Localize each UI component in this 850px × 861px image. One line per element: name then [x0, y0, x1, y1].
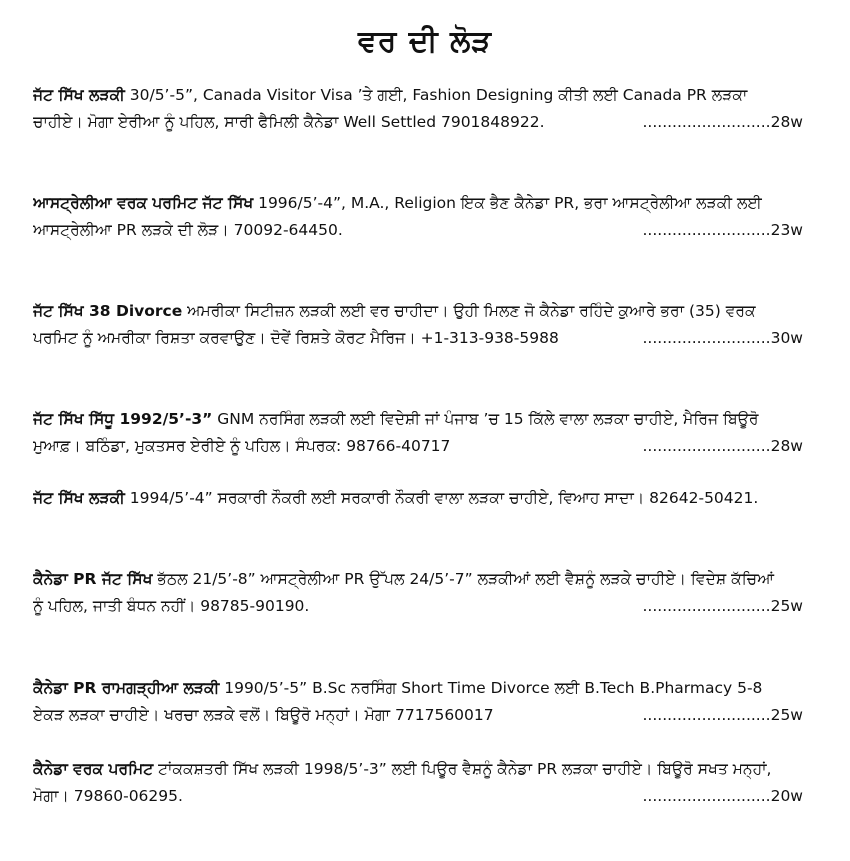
classified-ad — [33, 566, 803, 620]
ad-text: ਮੁਆਫ਼। ਬਠਿੰਡਾ, ਮੁਕਤਸਰ ਏਰੀਏ ਨੂੰ ਪਹਿਲ। ਸੰਪਰਕ: 98766-40717 — [33, 437, 451, 455]
ad-line-1 — [33, 190, 803, 217]
ad-code: ..........................25w — [638, 593, 803, 620]
ad-text: 1994/5’-4” ਸਰਕਾਰੀ ਨੌਕਰੀ ਲਈ ਸਰਕਾਰੀ ਨੌਕਰੀ ਵਾਲਾ ਲੜਕਾ ਚਾਹੀਏ, ਵਿਆਹ ਸਾਦਾ। 82642-50421. — [124, 489, 759, 507]
ad-text: 1996/5’-4”, M.A., Religion ਇਕ ਭੈਣ ਕੈਨੇਡਾ PR, ਭਰਾ ਆਸਟ੍ਰੇਲੀਆ ਲੜਕੀ ਲਈ — [253, 194, 762, 212]
ad-text: ਪਰਮਿਟ ਨੂੰ ਅਮਰੀਕਾ ਰਿਸ਼ਤਾ ਕਰਵਾਉਣ। ਦੋਵੇਂ ਰਿਸ਼ਤੇ ਕੋਰਟ ਮੈਰਿਜ। +1-313-938-5988 — [33, 329, 559, 347]
ad-code: ..........................25w — [638, 702, 803, 729]
ad-line-2 — [33, 325, 803, 352]
ad-line-2 — [33, 433, 803, 460]
ad-lead: ਕੈਨੇਡਾ PR ਰਾਮਗੜ੍ਹੀਆ ਲੜਕੀ — [33, 679, 220, 697]
ad-line-2 — [33, 217, 803, 244]
ad-text: ਮੋਗਾ। 79860-06295. — [33, 787, 183, 805]
ad-lead: ਜੱਟ ਸਿੱਖ ਸਿੱਧੂ 1992/5’-3” — [33, 410, 213, 428]
ad-text: 30/5’-5”, Canada Visitor Visa ’ਤੇ ਗਈ, Fashion Designing ਕੀਤੀ ਲਈ Canada PR ਲੜਕਾ — [124, 86, 748, 104]
ad-text: ਆਸਟ੍ਰੇਲੀਆ PR ਲੜਕੇ ਦੀ ਲੋੜ। 70092-64450. — [33, 221, 343, 239]
ad-code: ..........................28w — [638, 433, 803, 460]
ad-line-1 — [33, 675, 803, 702]
ad-text: ਏਕੜ ਲੜਕਾ ਚਾਹੀਏ। ਖਰਚਾ ਲੜਕੇ ਵਲੋਂ। ਬਿਊਰੋ ਮਨ੍ਹਾਂ। ਮੋਗਾ 7717560017 — [33, 706, 494, 724]
classified-ad — [33, 756, 803, 810]
ad-line-2 — [33, 783, 803, 810]
ad-lead: ਜੱਟ ਸਿੱਖ ਲੜਕੀ — [33, 86, 125, 104]
ad-code: ..........................28w — [638, 109, 803, 136]
classified-ad — [33, 298, 803, 352]
ad-text: ਨੂੰ ਪਹਿਲ, ਜਾਤੀ ਬੰਧਨ ਨਹੀਂ। 98785-90190. — [33, 597, 310, 615]
ad-lead: ਕੈਨੇਡਾ ਵਰਕ ਪਰਮਿਟ — [33, 760, 154, 778]
ad-lead: ਆਸਟ੍ਰੇਲੀਆ ਵਰਕ ਪਰਮਿਟ ਜੱਟ ਸਿੱਖ — [33, 194, 254, 212]
ad-line-1 — [33, 298, 803, 325]
ad-line-1 — [33, 82, 803, 109]
ad-lead: ਕੈਨੇਡਾ PR ਜੱਟ ਸਿੱਖ — [33, 570, 153, 588]
classified-ad — [33, 675, 803, 729]
ad-text: ਭੱਠਲ 21/5’-8” ਆਸਟ੍ਰੇਲੀਆ PR ਉੱਪਲ 24/5’-7” ਲੜਕੀਆਂ ਲਈ ਵੈਸ਼ਨੂੰ ਲੜਕੇ ਚਾਹੀਏ। ਵਿਦੇਸ਼ ਕੱਚਿਆਂ — [152, 570, 775, 588]
ad-line-1 — [33, 756, 803, 783]
ad-text: ਟਾਂਕਕਸ਼ਤਰੀ ਸਿੱਖ ਲੜਕੀ 1998/5’-3” ਲਈ ਪਿਊਰ ਵੈਸ਼ਨੂੰ ਕੈਨੇਡਾ PR ਲੜਕਾ ਚਾਹੀਏ। ਬਿਊਰੋ ਸਖਤ ਮਨ੍ਹਾਂ, — [153, 760, 772, 778]
ad-lead: ਜੱਟ ਸਿੱਖ 38 Divorce — [33, 302, 183, 320]
ad-line-2 — [33, 702, 803, 729]
ad-line-1 — [33, 406, 803, 433]
ad-lead: ਜੱਟ ਸਿੱਖ ਲੜਕੀ — [33, 489, 125, 507]
ad-line-1 — [33, 485, 803, 512]
classified-ad — [33, 406, 803, 460]
ad-text: 1990/5’-5” B.Sc ਨਰਸਿੰਗ Short Time Divorce ਲਈ B.Tech B.Pharmacy 5-8 — [219, 679, 763, 697]
ad-code: ..........................30w — [638, 325, 803, 352]
ad-text: GNM ਨਰਸਿੰਗ ਲੜਕੀ ਲਈ ਵਿਦੇਸ਼ੀ ਜਾਂ ਪੰਜਾਬ ’ਚ 15 ਕਿੱਲੇ ਵਾਲਾ ਲੜਕਾ ਚਾਹੀਏ, ਮੈਰਿਜ ਬਿਊਰੋ — [212, 410, 759, 428]
ad-line-1 — [33, 566, 803, 593]
ad-code: ..........................20w — [638, 783, 803, 810]
ad-text: ਅਮਰੀਕਾ ਸਿਟੀਜ਼ਨ ਲੜਕੀ ਲਈ ਵਰ ਚਾਹੀਦਾ। ਉਹੀ ਮਿਲਣ ਜੋ ਕੈਨੇਡਾ ਰਹਿੰਦੇ ਕੁਆਰੇ ਭਰਾ (35) ਵਰਕ — [182, 302, 756, 320]
ad-line-2 — [33, 593, 803, 620]
ad-text: ਚਾਹੀਏ। ਮੋਗਾ ਏਰੀਆ ਨੂੰ ਪਹਿਲ, ਸਾਰੀ ਫੈਮਿਲੀ ਕੈਨੇਡਾ Well Settled 7901848922. — [33, 113, 545, 131]
ad-line-2 — [33, 109, 803, 136]
page-title: ਵਰ ਦੀ ਲੋੜ — [357, 24, 493, 59]
classified-ad — [33, 190, 803, 244]
classified-ad — [33, 485, 803, 512]
classified-ad — [33, 82, 803, 136]
ad-code: ..........................23w — [638, 217, 803, 244]
